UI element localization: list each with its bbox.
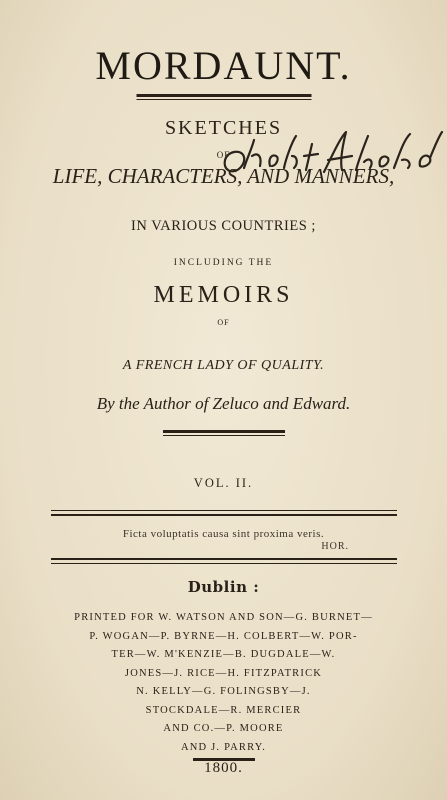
author-rule-thin (163, 435, 285, 436)
title-rule-thick (136, 94, 311, 97)
imprint-line: P. WOGAN—P. BYRNE—H. COLBERT—W. POR- (89, 630, 358, 642)
author-line: By the Author of Zeluco and Edward. (96, 394, 351, 413)
motto-source: HOR. (321, 541, 349, 552)
book-title: MORDAUNT. (95, 43, 352, 88)
subtitle-of-2: OF (217, 318, 230, 327)
subtitle-of: OF (216, 150, 231, 160)
handwritten-signature-icon (214, 126, 446, 186)
imprint-line: STOCKDALE—R. MERCIER (145, 704, 302, 716)
motto-rule-top-2 (51, 514, 397, 516)
imprint-line: AND J. PARRY. (180, 741, 267, 753)
place-of-publication: Dublin : (187, 578, 260, 596)
motto-rule-top-1 (51, 510, 397, 511)
imprint-line: AND CO.—P. MOORE (163, 723, 284, 734)
subtitle-life-characters: LIFE, CHARACTERS, AND MANNERS, (52, 164, 395, 188)
motto-rule-bottom-2 (51, 563, 397, 564)
imprint-line: PRINTED FOR W. WATSON AND SON—G. BURNET— (74, 612, 373, 623)
subtitle-sketches: SKETCHES (164, 117, 283, 139)
subtitle-including: INCLUDING THE (173, 258, 274, 268)
subtitle-memoirs: MEMOIRS (153, 282, 294, 308)
title-rule-thin (136, 99, 311, 100)
motto: Ficta voluptatis causa sint proxima veris. (122, 528, 325, 540)
imprint-line: JONES—J. RICE—H. FITZPATRICK (124, 667, 323, 679)
motto-rule-bottom-1 (51, 558, 397, 560)
publication-year: 1800. (204, 760, 243, 776)
subtitle-countries: IN VARIOUS COUNTRIES ; (131, 218, 316, 234)
imprint-block (0, 609, 447, 757)
volume-label: VOL. II. (193, 476, 254, 490)
author-rule-thick (163, 430, 285, 433)
imprint-line: N. KELLY—G. FOLINGSBY—J. (136, 686, 311, 697)
subtitle-french-lady: A FRENCH LADY OF QUALITY. (122, 358, 325, 373)
imprint-line: TER—W. M'KENZIE—B. DUGDALE—W. (111, 649, 336, 660)
